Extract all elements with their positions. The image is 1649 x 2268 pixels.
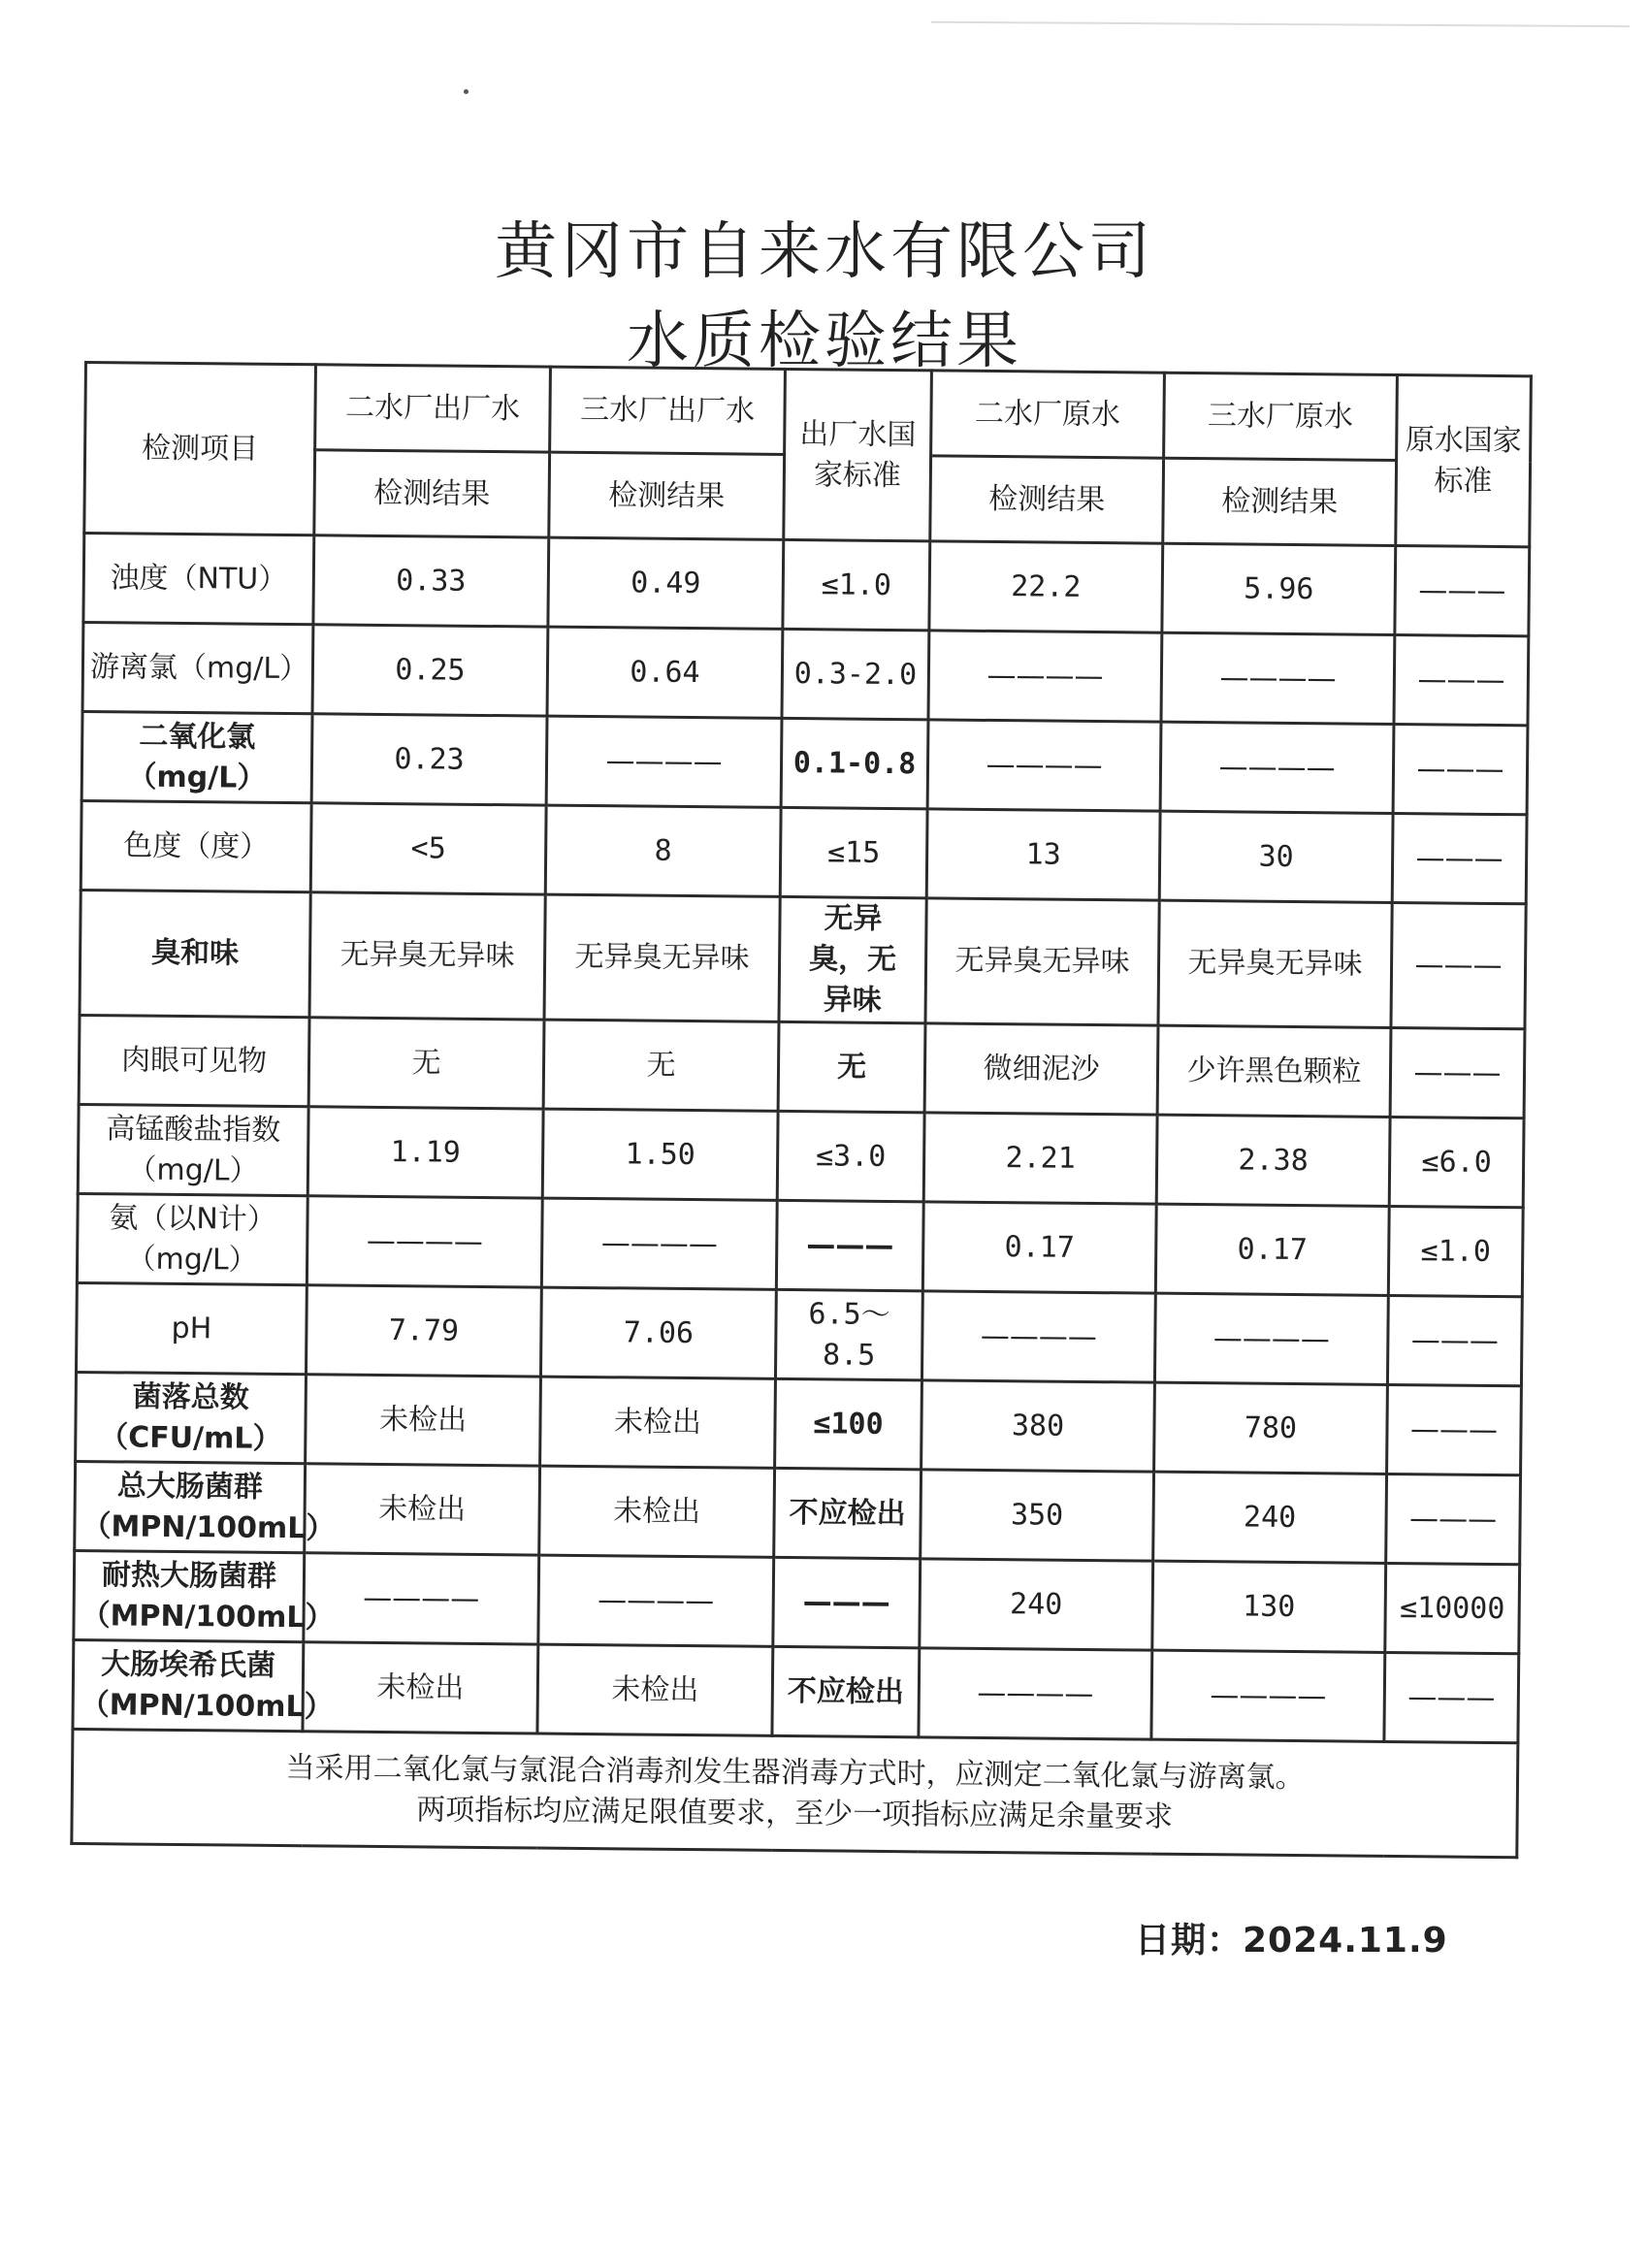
- plant2-outlet-value: <5: [310, 803, 546, 894]
- header-result: 检测结果: [1163, 458, 1397, 545]
- plant2-raw-value: 240: [920, 1559, 1153, 1650]
- header-plant2-raw: 二水厂原水: [931, 371, 1165, 458]
- report-title: 水质检验结果: [627, 306, 1022, 377]
- raw-standard-value: ———: [1392, 813, 1527, 903]
- header-result: 检测结果: [314, 450, 550, 537]
- outlet-standard-value: ≤15: [780, 807, 927, 897]
- raw-standard-value: ———: [1384, 1652, 1519, 1742]
- plant2-raw-value: ————: [928, 631, 1162, 722]
- row-item: 大肠埃希氏菌（MPN/100mL）: [73, 1639, 304, 1731]
- plant3-raw-value: 少许黑色颗粒: [1157, 1025, 1391, 1117]
- outlet-standard-value: ≤3.0: [777, 1111, 924, 1201]
- outlet-standard-value: 0.3-2.0: [782, 629, 929, 719]
- table-row: [81, 711, 1528, 814]
- header-item: 检测项目: [84, 363, 316, 535]
- plant3-outlet-value: 无异臭无异味: [544, 894, 780, 1021]
- company-title: 黄冈市自来水有限公司: [495, 216, 1154, 288]
- row-item: pH: [76, 1282, 307, 1374]
- plant3-raw-value: 130: [1152, 1561, 1386, 1652]
- outlet-standard-value: 6.5～8.5: [775, 1289, 922, 1379]
- header-row-1: [85, 363, 1532, 462]
- plant3-outlet-value: 1.50: [542, 1109, 778, 1200]
- outlet-standard-value: ———: [773, 1557, 921, 1647]
- plant3-outlet-value: 0.64: [547, 627, 783, 718]
- table-row: [82, 623, 1529, 726]
- note-line-1: 当采用二氧化氯与氯混合消毒剂发生器消毒方式时，应测定二氧化氯与游离氯。: [285, 1750, 1305, 1795]
- outlet-standard-value: 无异臭，无异味: [779, 896, 926, 1022]
- note-line-2: 两项指标均应满足限值要求，至少一项指标应满足余量要求: [416, 1792, 1174, 1834]
- plant2-raw-value: 380: [922, 1380, 1155, 1472]
- plant3-raw-value: 780: [1154, 1382, 1388, 1474]
- table-row: [83, 534, 1530, 636]
- outlet-standard-value: 0.1-0.8: [781, 718, 928, 808]
- water-quality-table: [70, 361, 1533, 1859]
- row-item: 二氧化氯（mg/L）: [81, 711, 312, 802]
- table-row: [81, 800, 1527, 903]
- plant3-raw-value: 240: [1153, 1472, 1387, 1563]
- plant3-raw-value: 0.17: [1155, 1204, 1389, 1295]
- raw-standard-value: ≤6.0: [1389, 1117, 1524, 1207]
- row-item: 肉眼可见物: [79, 1015, 309, 1106]
- outlet-standard-value: 不应检出: [774, 1468, 922, 1558]
- plant2-outlet-value: 未检出: [303, 1642, 538, 1733]
- raw-standard-value: ———: [1386, 1474, 1521, 1564]
- plant3-raw-value: 5.96: [1162, 543, 1396, 634]
- outlet-standard-value: ———: [776, 1200, 923, 1290]
- plant2-raw-value: ————: [927, 720, 1161, 811]
- plant2-raw-value: 无异臭无异味: [925, 898, 1159, 1025]
- plant2-raw-value: 微细泥沙: [924, 1023, 1158, 1115]
- plant2-raw-value: ————: [919, 1648, 1152, 1739]
- plant3-outlet-value: 8: [545, 805, 781, 896]
- plant2-outlet-value: ————: [304, 1553, 539, 1644]
- outlet-standard-value: 无: [778, 1021, 925, 1112]
- plant2-outlet-value: 0.23: [311, 714, 547, 805]
- plant3-outlet-value: 0.49: [548, 537, 784, 629]
- raw-standard-value: ≤10000: [1385, 1563, 1520, 1653]
- plant3-outlet-value: 无: [543, 1020, 779, 1111]
- plant3-outlet-value: 未检出: [540, 1377, 776, 1468]
- row-item: 高锰酸盐指数（mg/L）: [78, 1104, 308, 1195]
- scan-speck: [464, 89, 469, 94]
- plant2-raw-value: 13: [926, 809, 1160, 900]
- header-plant3-raw: 三水厂原水: [1164, 373, 1398, 460]
- plant3-outlet-value: 未检出: [539, 1466, 775, 1557]
- raw-standard-value: ≤1.0: [1388, 1206, 1523, 1296]
- raw-standard-value: ———: [1390, 1027, 1525, 1118]
- table-row: [76, 1372, 1522, 1474]
- raw-standard-value: ———: [1393, 724, 1528, 814]
- table-row: [75, 1461, 1521, 1564]
- plant3-raw-value: ————: [1161, 632, 1395, 724]
- header-plant3-outlet: 三水厂出厂水: [550, 367, 786, 454]
- plant3-raw-value: ————: [1151, 1650, 1385, 1741]
- table-row: [78, 1104, 1524, 1207]
- plant3-raw-value: ————: [1154, 1293, 1388, 1384]
- plant3-raw-value: 2.38: [1156, 1115, 1390, 1206]
- table-row: [79, 1015, 1525, 1118]
- outlet-standard-value: 不应检出: [772, 1646, 920, 1736]
- plant2-outlet-value: 无异臭无异味: [309, 892, 545, 1020]
- row-item: 臭和味: [80, 890, 310, 1017]
- report-date: 日期：2024.11.9: [1135, 1921, 1448, 1960]
- plant3-outlet-value: 7.06: [540, 1287, 776, 1378]
- plant2-outlet-value: 0.33: [313, 535, 549, 627]
- header-result: 检测结果: [930, 456, 1164, 543]
- plant2-raw-value: ————: [922, 1291, 1155, 1382]
- plant2-outlet-value: ————: [307, 1196, 542, 1287]
- note-cell: [72, 1729, 1518, 1857]
- plant3-outlet-value: ————: [546, 716, 782, 807]
- header-raw-standard: 原水国家标准: [1396, 374, 1532, 546]
- plant3-raw-value: 30: [1159, 811, 1393, 902]
- plant2-raw-value: 22.2: [929, 541, 1163, 632]
- header-result: 检测结果: [549, 452, 785, 539]
- row-item: 总大肠菌群（MPN/100mL）: [75, 1461, 306, 1552]
- table-row: [77, 1193, 1523, 1296]
- plant3-raw-value: ————: [1160, 722, 1394, 813]
- raw-standard-value: ———: [1391, 902, 1526, 1028]
- row-item: 氨（以N计）（mg/L）: [77, 1193, 307, 1284]
- table-row: [76, 1282, 1522, 1385]
- outlet-standard-value: ≤1.0: [783, 539, 930, 630]
- outlet-standard-value: ≤100: [775, 1378, 922, 1469]
- row-item: 浊度（NTU）: [83, 534, 314, 625]
- scan-artifact-line: [931, 21, 1630, 27]
- row-item: 耐热大肠菌群（MPN/100mL）: [74, 1550, 305, 1641]
- plant3-outlet-value: ————: [538, 1555, 774, 1646]
- header-plant2-outlet: 二水厂出厂水: [315, 365, 551, 452]
- plant2-raw-value: 2.21: [923, 1113, 1157, 1204]
- plant2-raw-value: 0.17: [922, 1202, 1156, 1293]
- raw-standard-value: ———: [1395, 545, 1530, 635]
- plant3-raw-value: 无异臭无异味: [1158, 900, 1392, 1027]
- plant2-outlet-value: 未检出: [306, 1375, 541, 1466]
- header-outlet-standard: 出厂水国家标准: [784, 369, 932, 540]
- table-row: [80, 890, 1526, 1028]
- raw-standard-value: ———: [1387, 1384, 1522, 1474]
- plant3-outlet-value: 未检出: [537, 1644, 773, 1735]
- plant2-outlet-value: 0.25: [312, 625, 548, 716]
- plant2-outlet-value: 未检出: [305, 1464, 540, 1555]
- row-item: 色度（度）: [81, 800, 311, 891]
- plant2-outlet-value: 7.79: [306, 1285, 541, 1377]
- note-row: [72, 1729, 1518, 1857]
- plant2-outlet-value: 无: [308, 1018, 544, 1109]
- raw-standard-value: ———: [1387, 1295, 1522, 1385]
- plant2-outlet-value: 1.19: [307, 1107, 543, 1198]
- plant2-raw-value: 350: [921, 1470, 1154, 1561]
- table-row: [74, 1550, 1520, 1653]
- raw-standard-value: ———: [1394, 634, 1529, 725]
- row-item: 菌落总数（CFU/mL）: [76, 1372, 307, 1463]
- table-row: [73, 1639, 1519, 1742]
- row-item: 游离氯（mg/L）: [82, 623, 313, 714]
- plant3-outlet-value: ————: [541, 1198, 777, 1289]
